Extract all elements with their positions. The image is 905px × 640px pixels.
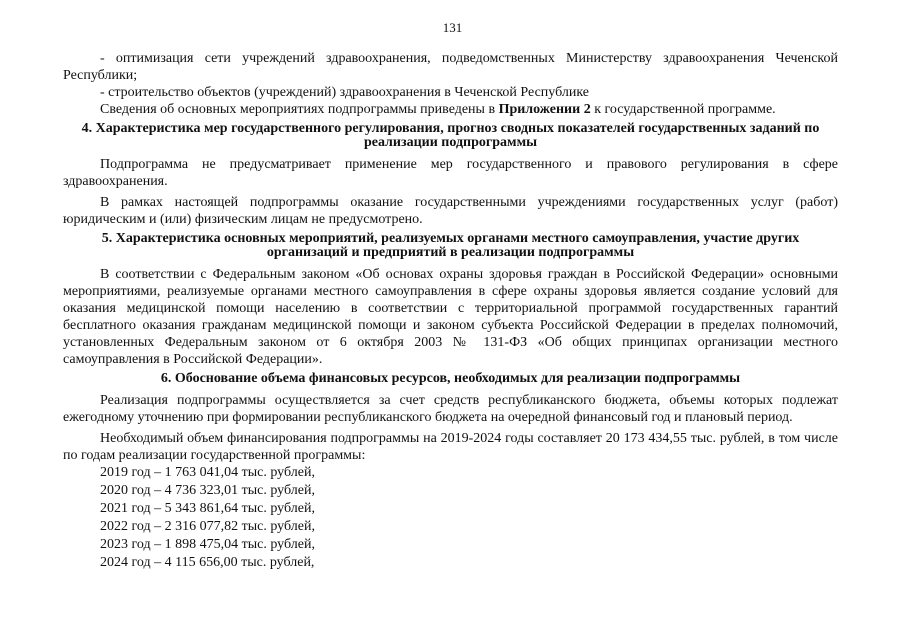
section-6-heading: 6. Обоснование объема финансовых ресурсов, необходимых для реализации подпрограммы bbox=[160, 371, 741, 386]
section-6-paragraph: Реализация подпрограммы осуществляется за счет средств республиканского бюджета, объемы которых подлежат ежегодному уточнению при формировании республиканского бюджета на очередной финансовый год и плановый период. bbox=[63, 393, 838, 425]
section-4-heading: 4. Характеристика мер государственного регулирования, прогноз сводных показателей государственных заданий по реализации подпрограммы bbox=[81, 121, 820, 150]
bullet-item: - оптимизация сети учреждений здравоохранения, подведомственных Министерству здравоохранения Чеченской Республики; bbox=[63, 51, 838, 83]
annex-note-text: к государственной программе. bbox=[590, 102, 776, 117]
section-5-paragraph: В соответствии с Федеральным законом «Об основах охраны здоровья граждан в Российской Федерации» основными мероприятиями, реализуемые органами местного самоуправления в сфере охраны здоровья является создание условий для оказания медицинской помощи населению в соответствии с территориальной программой государственных гарантий бесплатного оказания гражданам медицинской помощи и законом субъекта Российской Федерации в пределах полномочий, установленных Федеральным законом от 6 октября 2003 № 131-ФЗ «Об общих принципах организации местного самоуправления в Российской Федерации». bbox=[63, 267, 838, 367]
funding-year-item: 2020 год – 4 736 323,01 тыс. рублей, bbox=[100, 483, 315, 498]
page-number: 131 bbox=[442, 20, 463, 35]
funding-year-item: 2023 год – 1 898 475,04 тыс. рублей, bbox=[100, 537, 315, 552]
section-4-paragraph: В рамках настоящей подпрограммы оказание государственными учреждениями государственных услуг (работ) юридическим и (или) физическим лицам не предусмотрено. bbox=[63, 195, 838, 227]
funding-year-item: 2024 год – 4 115 656,00 тыс. рублей, bbox=[100, 555, 315, 570]
annex-reference: Приложении 2 bbox=[498, 102, 591, 117]
funding-year-item: 2019 год – 1 763 041,04 тыс. рублей, bbox=[100, 465, 315, 480]
section-5-heading: 5. Характеристика основных мероприятий, реализуемых органами местного самоуправления, участие других организаций и предприятий в реализации подпрограммы bbox=[101, 231, 800, 260]
annex-note-text: Сведения об основных мероприятиях подпрограммы приведены в bbox=[100, 102, 499, 117]
section-6-paragraph: Необходимый объем финансирования подпрограммы на 2019-2024 годы составляет 20 173 434,55 тыс. рублей, в том числе по годам реализации государственной программы: bbox=[63, 431, 838, 463]
page-content bbox=[63, 50, 838, 572]
annex-note bbox=[63, 101, 838, 118]
section-4-paragraph: Подпрограмма не предусматривает применение мер государственного и правового регулирования в сфере здравоохранения. bbox=[63, 157, 838, 189]
funding-year-item: 2022 год – 2 316 077,82 тыс. рублей, bbox=[100, 519, 315, 534]
funding-by-year-list bbox=[63, 464, 838, 572]
funding-year-item: 2021 год – 5 343 861,64 тыс. рублей, bbox=[100, 501, 315, 516]
bullet-item: - строительство объектов (учреждений) здравоохранения в Чеченской Республике bbox=[100, 85, 590, 100]
